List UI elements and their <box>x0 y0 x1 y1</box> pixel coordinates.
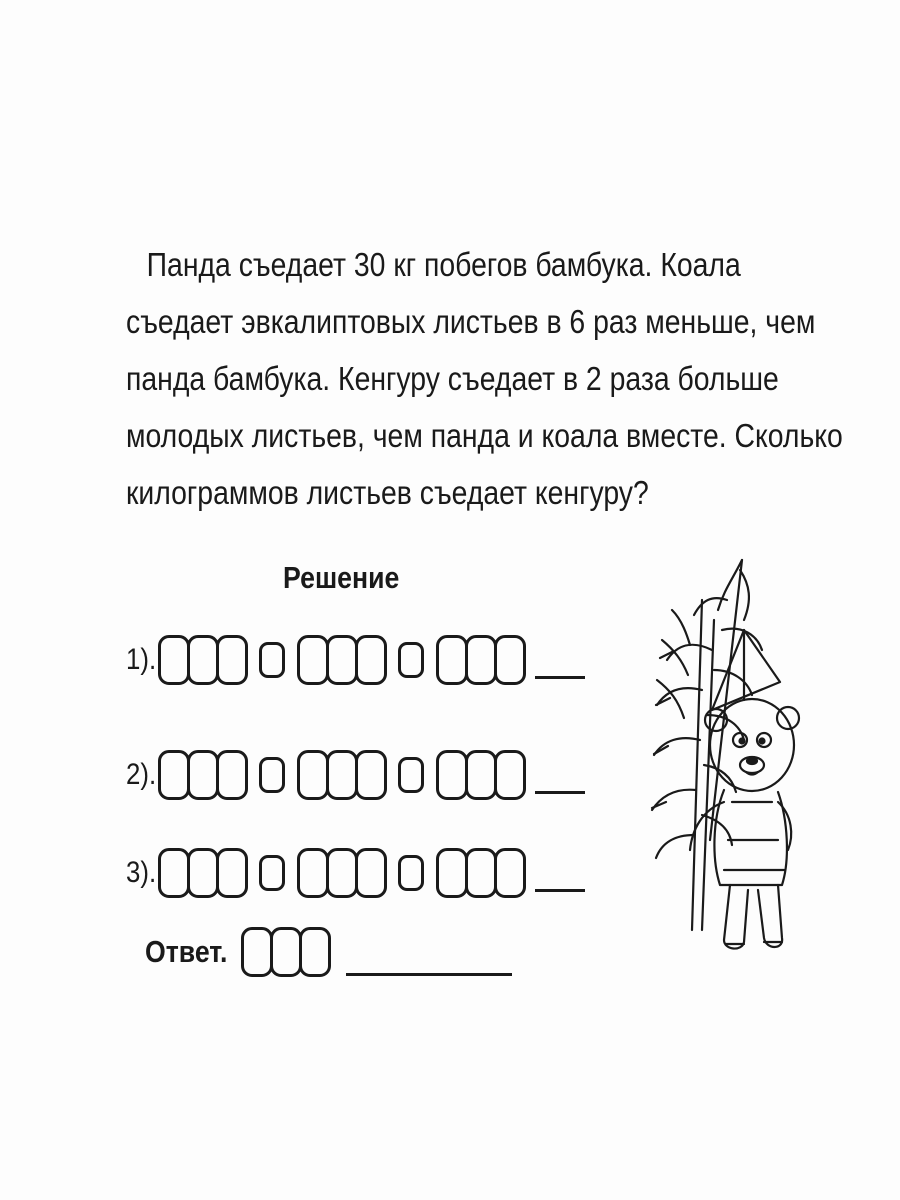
step-number: 3). <box>126 856 157 889</box>
digit-box[interactable] <box>297 635 329 685</box>
operator-box[interactable] <box>398 642 424 678</box>
equation-cells <box>158 635 585 685</box>
digit-box[interactable] <box>216 750 248 800</box>
digit-box[interactable] <box>270 927 302 977</box>
digit-box[interactable] <box>355 848 387 898</box>
problem-line: молодых листьев, чем панда и коала вместе. Сколько <box>126 417 843 454</box>
number-box-group <box>158 635 245 685</box>
solution-title: Решение <box>283 560 400 595</box>
problem-line: Панда съедает 30 кг побегов бамбука. Коала <box>146 246 741 283</box>
digit-box[interactable] <box>494 635 526 685</box>
digit-box[interactable] <box>299 927 331 977</box>
operator-box[interactable] <box>259 757 285 793</box>
answer-blank-line[interactable] <box>346 973 512 976</box>
problem-line: съедает эвкалиптовых листьев в 6 раз меньше, чем <box>126 303 816 340</box>
digit-box[interactable] <box>187 848 219 898</box>
equation-cells <box>158 848 585 898</box>
solution-step <box>126 630 585 690</box>
unit-blank-line[interactable] <box>535 889 585 892</box>
digit-box[interactable] <box>465 750 497 800</box>
digit-box[interactable] <box>297 750 329 800</box>
digit-box[interactable] <box>216 635 248 685</box>
answer-label: Ответ. <box>145 934 228 969</box>
number-box-group <box>436 750 523 800</box>
digit-box[interactable] <box>326 635 358 685</box>
digit-box[interactable] <box>465 635 497 685</box>
operator-box[interactable] <box>259 642 285 678</box>
problem-line: килограммов листьев съедает кенгуру? <box>126 474 649 511</box>
number-box-group <box>297 848 384 898</box>
problem-text <box>126 236 843 521</box>
digit-box[interactable] <box>158 848 190 898</box>
digit-box[interactable] <box>355 635 387 685</box>
number-box-group <box>297 750 384 800</box>
number-box-group <box>297 635 384 685</box>
operator-box[interactable] <box>398 855 424 891</box>
digit-box[interactable] <box>436 750 468 800</box>
operator-box[interactable] <box>259 855 285 891</box>
digit-box[interactable] <box>297 848 329 898</box>
solution-step <box>126 843 585 903</box>
digit-box[interactable] <box>494 750 526 800</box>
digit-box[interactable] <box>465 848 497 898</box>
number-box-group <box>436 848 523 898</box>
digit-box[interactable] <box>436 635 468 685</box>
digit-box[interactable] <box>158 750 190 800</box>
unit-blank-line[interactable] <box>535 676 585 679</box>
equation-cells <box>158 750 585 800</box>
digit-box[interactable] <box>355 750 387 800</box>
digit-box[interactable] <box>494 848 526 898</box>
bear-with-bamboo-icon <box>632 540 802 980</box>
digit-box[interactable] <box>326 848 358 898</box>
digit-box[interactable] <box>241 927 273 977</box>
operator-box[interactable] <box>398 757 424 793</box>
digit-box[interactable] <box>158 635 190 685</box>
digit-box[interactable] <box>187 635 219 685</box>
digit-box[interactable] <box>326 750 358 800</box>
unit-blank-line[interactable] <box>535 791 585 794</box>
number-box-group <box>241 927 328 977</box>
number-box-group <box>158 750 245 800</box>
digit-box[interactable] <box>436 848 468 898</box>
answer-row <box>145 922 512 982</box>
digit-box[interactable] <box>187 750 219 800</box>
problem-line: панда бамбука. Кенгуру съедает в 2 раза больше <box>126 360 779 397</box>
step-number: 2). <box>126 758 157 791</box>
solution-step <box>126 745 585 805</box>
number-box-group <box>158 848 245 898</box>
digit-box[interactable] <box>216 848 248 898</box>
step-number: 1). <box>126 643 157 676</box>
number-box-group <box>436 635 523 685</box>
